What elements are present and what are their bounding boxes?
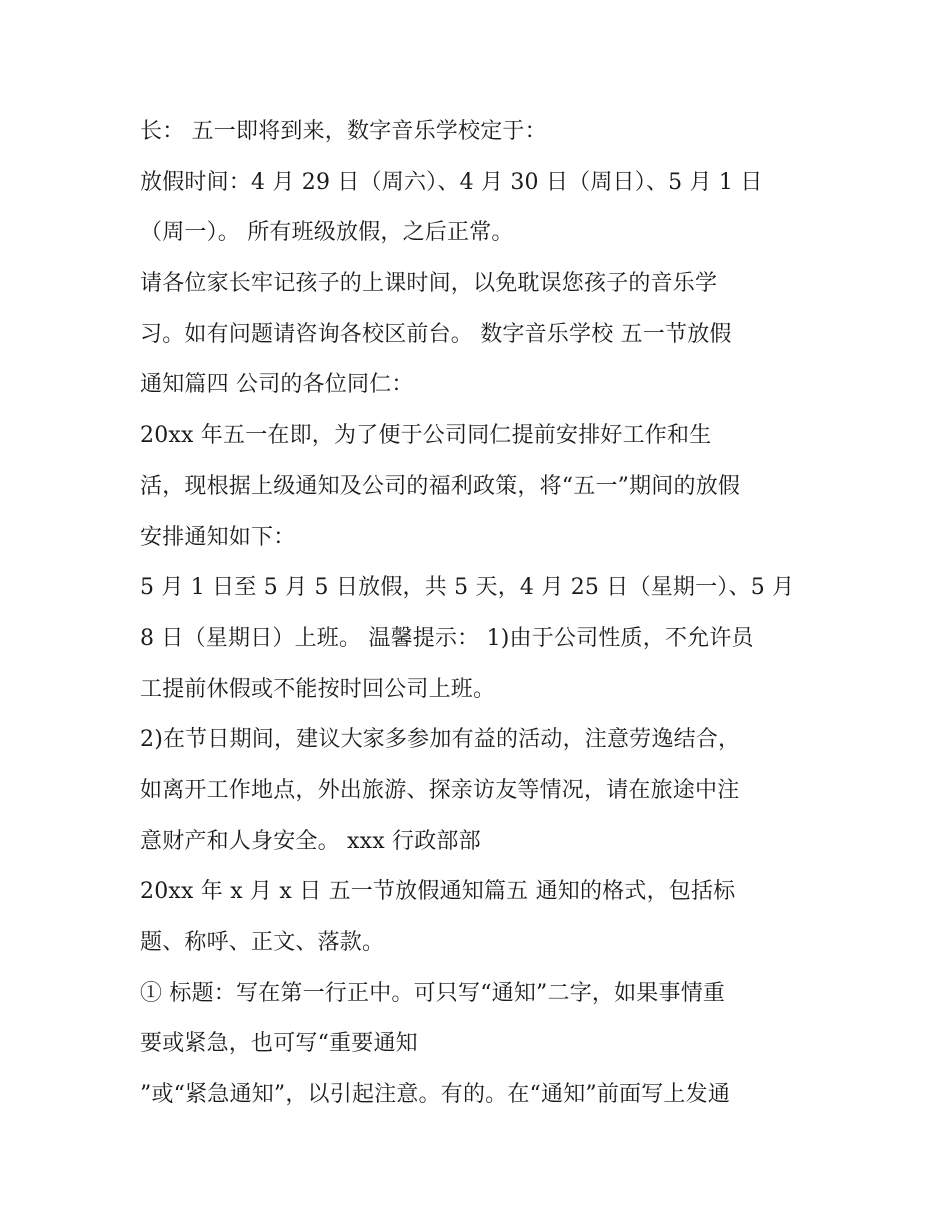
- text-line: 2)在节日期间，建议大家多参加有益的活动，注意劳逸结合，: [140, 727, 741, 753]
- text-line: 意财产和人身安全。 xxx 行政部部: [140, 828, 481, 854]
- text-line: 放假时间：4 月 29 日（周六）、4 月 30 日（周日）、5 月 1 日: [140, 169, 763, 195]
- text-line: 安排通知如下：: [140, 524, 296, 550]
- text-line: （周一）。 所有班级放假，之后正常。: [140, 220, 514, 246]
- text-line: ① 标题：写在第一行正中。可只写“通知”二字，如果事情重: [140, 980, 726, 1006]
- text-line: ”或“紧急通知”，以引起注意。有的。在“通知”前面写上发通: [140, 1082, 731, 1108]
- text-line: 习。如有问题请咨询各校区前台。 数字音乐学校 五一节放假: [140, 321, 732, 347]
- text-line: 通知篇四 公司的各位同仁：: [140, 372, 414, 398]
- text-line: 8 日（星期日）上班。 温馨提示： 1)由于公司性质，不允许员: [140, 625, 754, 651]
- text-line: 请各位家长牢记孩子的上课时间，以免耽误您孩子的音乐学: [140, 271, 718, 297]
- text-line: 长： 五一即将到来，数字音乐学校定于：: [140, 119, 547, 144]
- text-line: 20xx 年 x 月 x 日 五一节放假通知篇五 通知的格式，包括标: [140, 879, 736, 905]
- text-line: 工提前休假或不能按时回公司上班。: [140, 676, 496, 702]
- text-line: 活，现根据上级通知及公司的福利政策，将“五一”期间的放假: [140, 473, 741, 499]
- body-text: [140, 110, 830, 1124]
- text-line: 要或紧急，也可写“重要通知: [140, 1031, 418, 1057]
- text-line: 20xx 年五一在即，为了便于公司同仁提前安排好工作和生: [140, 423, 712, 449]
- text-line: 如离开工作地点，外出旅游、探亲访友等情况，请在旅途中注: [140, 777, 740, 803]
- text-line: 5 月 1 日至 5 月 5 日放假，共 5 天，4 月 25 日（星期一）、5 月: [140, 575, 795, 601]
- text-line: 题、称呼、正文、落款。: [140, 930, 385, 955]
